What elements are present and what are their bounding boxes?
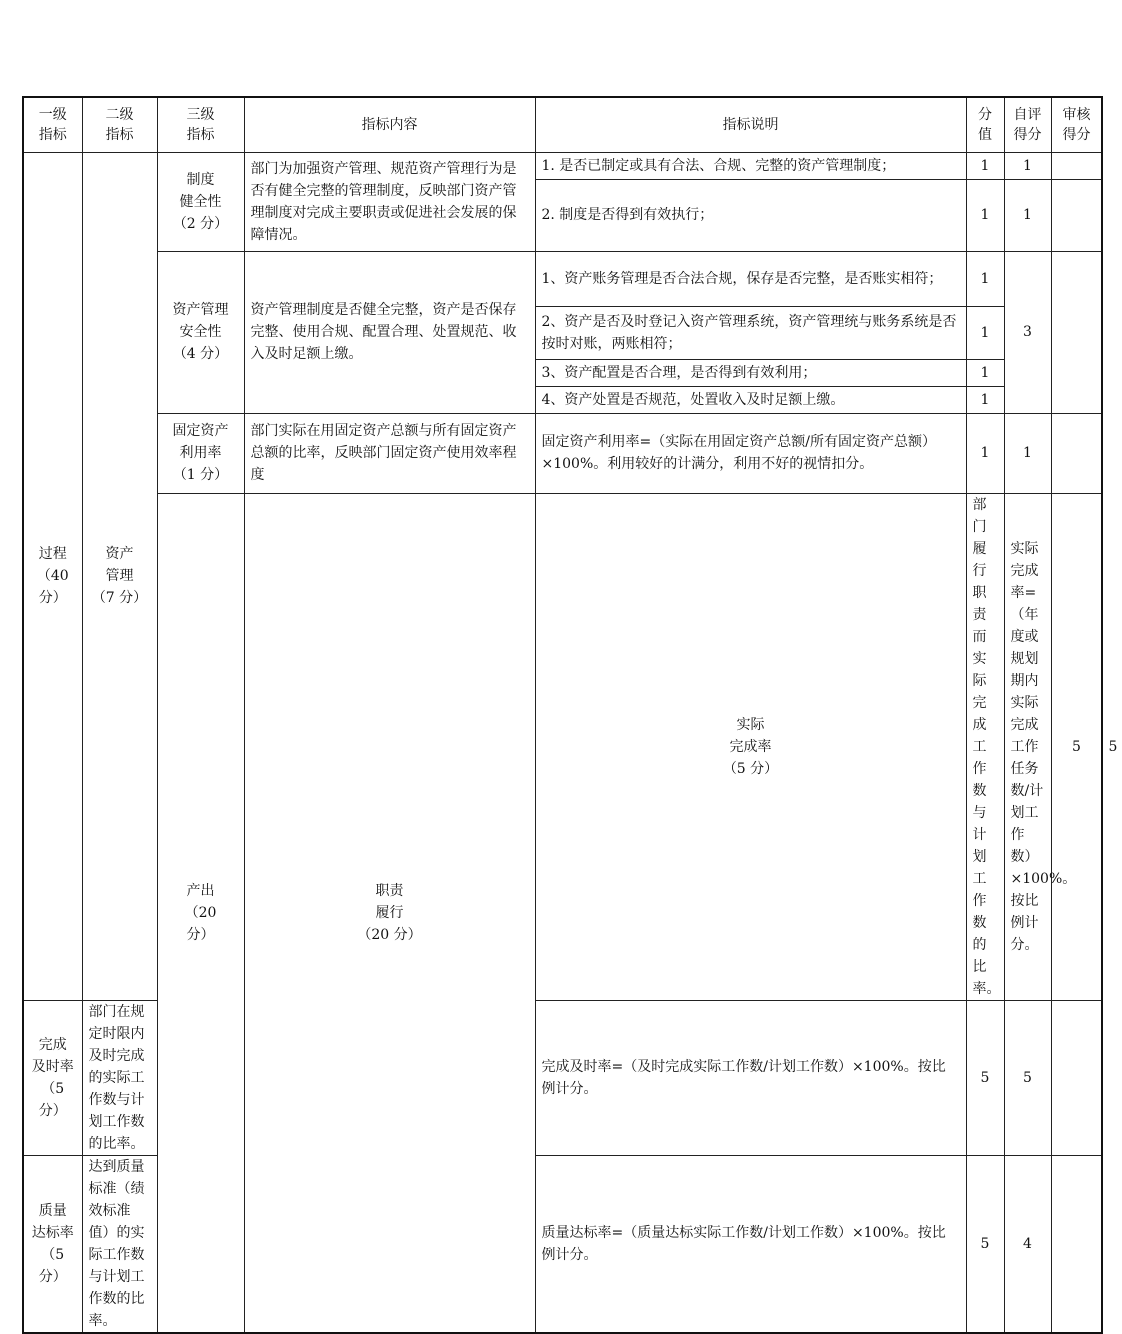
table-row (23, 413, 1102, 493)
review-score-cell (1051, 251, 1102, 413)
content-asset-safety: 资产管理制度是否健全完整，资产是否保存完整、使用合规、配置合理、处置规范、收入及时足额上缴。 (244, 251, 535, 413)
header-score: 分 值 (966, 97, 1004, 152)
header-row (23, 97, 1102, 152)
score-cell: 1 (966, 306, 1004, 359)
header-level1: 一级 指标 (23, 97, 82, 152)
content-completion-rate: 部门履行职责而实际完成工作数与计划工作数的比率。 (966, 493, 1004, 1000)
explain-fixed-asset-rate: 固定资产利用率=（实际在用固定资产总额/所有固定资产总额）×100%。利用较好的计满分，利用不好的视情扣分。 (535, 413, 966, 493)
content-system-completeness: 部门为加强资产管理、规范资产管理行为是否有健全完整的管理制度，反映部门资产管理制度对完成主要职责或促进社会发展的保障情况。 (244, 152, 535, 251)
self-score-cell: 1 (1004, 179, 1051, 251)
level3-timeliness-rate: 完成 及时率 （5 分） (23, 1000, 82, 1155)
evaluation-table (22, 96, 1118, 1334)
header-level3: 三级 指标 (157, 97, 244, 152)
table-row (23, 251, 1102, 306)
level1-output: 产出 （20 分） (157, 493, 244, 1333)
score-cell: 5 (1051, 493, 1102, 1000)
table-row (23, 152, 1102, 179)
level3-quality-rate: 质量 达标率 （5 分） (23, 1155, 82, 1333)
self-score-cell: 5 (1004, 1000, 1051, 1155)
explain-item: 1. 是否已制定或具有合法、合规、完整的资产管理制度； (535, 152, 966, 179)
self-score-cell: 4 (1004, 1155, 1051, 1333)
explain-item: 1、资产账务管理是否合法合规，保存是否完整，是否账实相符； (535, 251, 966, 306)
explain-item: 3、资产配置是否合理，是否得到有效利用； (535, 359, 966, 386)
level3-asset-safety: 资产管理 安全性 （4 分） (157, 251, 244, 413)
level2-duty-performance: 职责 履行 （20 分） (244, 493, 535, 1333)
header-review-score: 审核 得分 (1051, 97, 1102, 152)
review-score-cell (1051, 1000, 1102, 1155)
score-cell: 1 (966, 152, 1004, 179)
level3-fixed-asset-rate: 固定资产 利用率 （1 分） (157, 413, 244, 493)
level1-process: 过程 （40 分） (23, 152, 82, 1000)
explain-item: 2. 制度是否得到有效执行； (535, 179, 966, 251)
score-cell: 1 (966, 413, 1004, 493)
score-cell: 1 (966, 251, 1004, 306)
level2-asset-management: 资产 管理 （7 分） (82, 152, 157, 1000)
score-cell: 1 (966, 359, 1004, 386)
self-score-cell: 1 (1004, 413, 1051, 493)
review-score-cell (1051, 152, 1102, 179)
content-quality-rate: 达到质量标准（绩效标准值）的实际工作数与计划工作数的比率。 (82, 1155, 157, 1333)
header-level2: 二级 指标 (82, 97, 157, 152)
explain-quality-rate: 质量达标率=（质量达标实际工作数/计划工作数）×100%。按比例计分。 (535, 1155, 966, 1333)
review-score-cell (1051, 1155, 1102, 1333)
table-row: 产出 （20 分） 职责 履行 （20 分） 实际 完成率 （5 分） 部门履行职责而实际完成工作数与计划工作数的比率。 实际完成率=（年度或规划期内实际完成工作任务数/计划工作数）×100%。按比例计分。 5 5 (23, 493, 1102, 1000)
explain-item: 2、资产是否及时登记入资产管理系统，资产管理统与账务系统是否按时对账，两账相符； (535, 306, 966, 359)
header-content: 指标内容 (244, 97, 535, 152)
self-score-cell: 1 (1004, 152, 1051, 179)
score-cell: 1 (966, 386, 1004, 413)
level3-system-completeness: 制度 健全性 （2 分） (157, 152, 244, 251)
explain-completion-rate: 实际完成率=（年度或规划期内实际完成工作任务数/计划工作数）×100%。按比例计分。 (1004, 493, 1051, 1000)
explain-timeliness-rate: 完成及时率=（及时完成实际工作数/计划工作数）×100%。按比例计分。 (535, 1000, 966, 1155)
level3-completion-rate: 实际 完成率 （5 分） (535, 493, 966, 1000)
content-timeliness-rate: 部门在规定时限内及时完成的实际工作数与计划工作数的比率。 (82, 1000, 157, 1155)
score-cell: 1 (966, 179, 1004, 251)
header-self-score: 自评 得分 (1004, 97, 1051, 152)
review-score-cell (1051, 413, 1102, 493)
review-score-cell (1051, 179, 1102, 251)
content-fixed-asset-rate: 部门实际在用固定资产总额与所有固定资产总额的比率，反映部门固定资产使用效率程度 (244, 413, 535, 493)
score-cell: 5 (966, 1000, 1004, 1155)
score-cell: 5 (966, 1155, 1004, 1333)
header-explain: 指标说明 (535, 97, 966, 152)
explain-item: 4、资产处置是否规范，处置收入及时足额上缴。 (535, 386, 966, 413)
self-score-cell: 3 (1004, 251, 1051, 413)
